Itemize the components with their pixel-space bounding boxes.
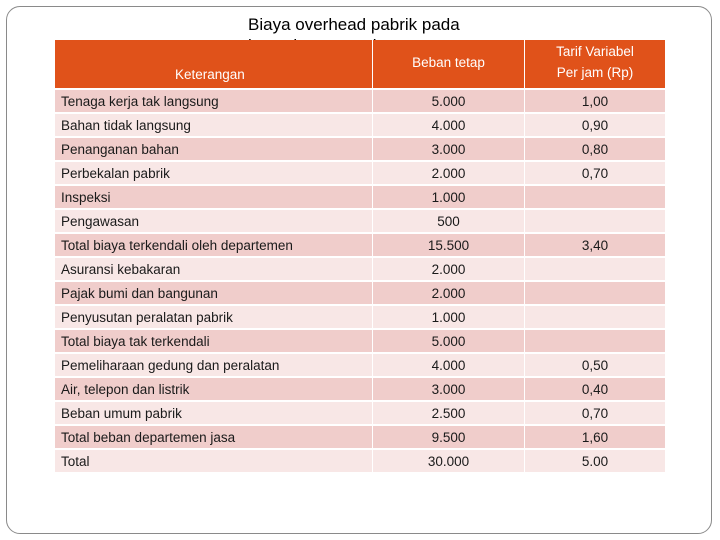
row-fixed-cost: 3.000 xyxy=(373,378,525,402)
row-fixed-cost: 2.500 xyxy=(373,402,525,426)
row-variable-rate xyxy=(525,210,665,234)
row-variable-rate: 0,80 xyxy=(525,138,665,162)
table-header-row xyxy=(55,40,665,90)
row-label: Inspeksi xyxy=(55,186,373,210)
row-fixed-cost: 30.000 xyxy=(373,450,525,474)
row-variable-rate: 0,90 xyxy=(525,114,665,138)
table-row xyxy=(55,354,665,378)
row-variable-rate: 5.00 xyxy=(525,450,665,474)
row-variable-rate xyxy=(525,186,665,210)
row-fixed-cost: 9.500 xyxy=(373,426,525,450)
row-variable-rate: 0,50 xyxy=(525,354,665,378)
header-keterangan: Keterangan xyxy=(55,40,373,90)
table-row xyxy=(55,234,665,258)
row-variable-rate xyxy=(525,306,665,330)
row-variable-rate: 0,70 xyxy=(525,402,665,426)
row-label: Pengawasan xyxy=(55,210,373,234)
row-fixed-cost: 15.500 xyxy=(373,234,525,258)
row-label: Pemeliharaan gedung dan peralatan xyxy=(55,354,373,378)
row-fixed-cost: 2.000 xyxy=(373,258,525,282)
row-variable-rate xyxy=(525,330,665,354)
header-beban-tetap: Beban tetap xyxy=(373,40,525,90)
row-fixed-cost: 1.000 xyxy=(373,186,525,210)
table-row xyxy=(55,186,665,210)
row-fixed-cost: 5.000 xyxy=(373,330,525,354)
table-row xyxy=(55,90,665,114)
row-label: Penyusutan peralatan pabrik xyxy=(55,306,373,330)
row-fixed-cost: 5.000 xyxy=(373,90,525,114)
table-body xyxy=(55,90,665,474)
table-row xyxy=(55,426,665,450)
row-label: Air, telepon dan listrik xyxy=(55,378,373,402)
row-fixed-cost: 1.000 xyxy=(373,306,525,330)
row-label: Tenaga kerja tak langsung xyxy=(55,90,373,114)
row-variable-rate: 3,40 xyxy=(525,234,665,258)
row-label: Asuransi kebakaran xyxy=(55,258,373,282)
row-label: Total biaya terkendali oleh departemen xyxy=(55,234,373,258)
row-fixed-cost: 4.000 xyxy=(373,114,525,138)
table-row xyxy=(55,330,665,354)
row-label: Pajak bumi dan bangunan xyxy=(55,282,373,306)
table-row xyxy=(55,258,665,282)
row-label: Total biaya tak terkendali xyxy=(55,330,373,354)
row-fixed-cost: 2.000 xyxy=(373,162,525,186)
row-variable-rate: 0,40 xyxy=(525,378,665,402)
row-fixed-cost: 4.000 xyxy=(373,354,525,378)
table-row xyxy=(55,114,665,138)
header-tarif-variabel xyxy=(525,40,665,90)
row-label: Penanganan bahan xyxy=(55,138,373,162)
table-row xyxy=(55,378,665,402)
row-variable-rate xyxy=(525,282,665,306)
row-variable-rate: 0,70 xyxy=(525,162,665,186)
table-row xyxy=(55,138,665,162)
row-fixed-cost: 2.000 xyxy=(373,282,525,306)
row-label: Total xyxy=(55,450,373,474)
header-tarif-line-1: Tarif Variabel xyxy=(556,44,634,59)
table-row xyxy=(55,162,665,186)
row-label: Perbekalan pabrik xyxy=(55,162,373,186)
title-line-1: Biaya overhead pabrik pada xyxy=(248,15,460,34)
table-row xyxy=(55,306,665,330)
table-row xyxy=(55,210,665,234)
row-label: Total beban departemen jasa xyxy=(55,426,373,450)
row-fixed-cost: 3.000 xyxy=(373,138,525,162)
table-row xyxy=(55,450,665,474)
row-variable-rate: 1,00 xyxy=(525,90,665,114)
row-variable-rate: 1,60 xyxy=(525,426,665,450)
row-label: Beban umum pabrik xyxy=(55,402,373,426)
row-fixed-cost: 500 xyxy=(373,210,525,234)
overhead-cost-table xyxy=(55,40,665,474)
row-variable-rate xyxy=(525,258,665,282)
row-label: Bahan tidak langsung xyxy=(55,114,373,138)
table-row xyxy=(55,282,665,306)
table-row xyxy=(55,402,665,426)
header-tarif-line-2: Per jam (Rp) xyxy=(556,65,634,80)
